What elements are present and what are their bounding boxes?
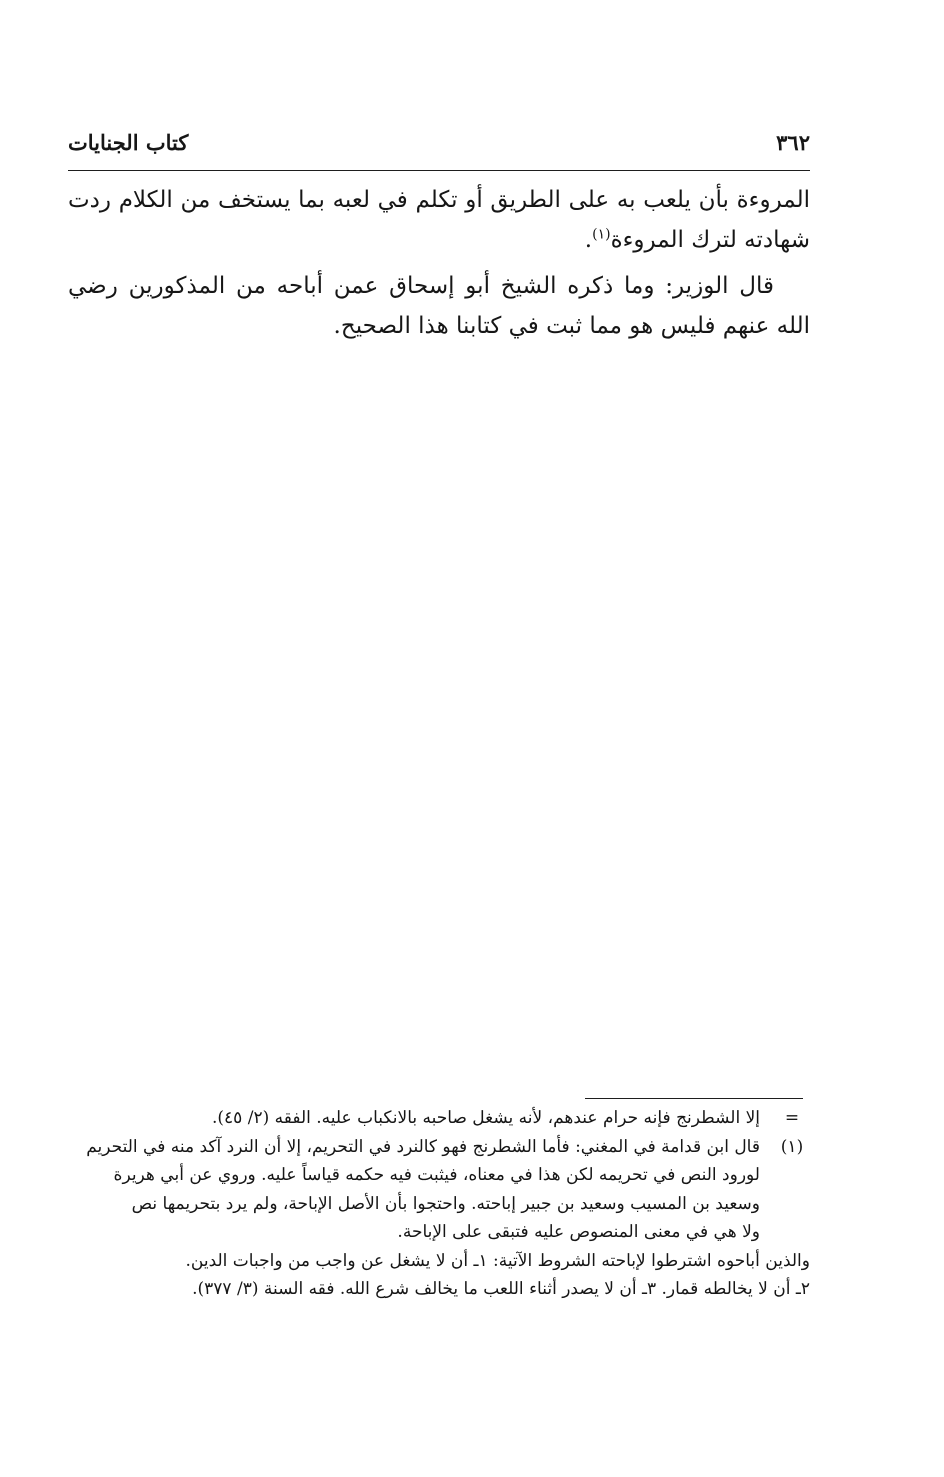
footnote-continuation xyxy=(68,1104,810,1133)
main-text xyxy=(68,180,810,346)
footnotes xyxy=(68,1104,810,1304)
footnote-marker: (١) xyxy=(780,1136,804,1157)
page-number: ٣٦٢ xyxy=(776,130,810,155)
paragraph-text: قال الوزير: وما ذكره الشيخ أبو إسحاق عمن أباحه من المذكورين رضي الله عنهم فليس هو مما ثبت في كتابنا هذا الصحيح. xyxy=(68,273,810,339)
footnote-line: إلا الشطرنج فإنه حرام عندهم، لأنه يشغل صاحبه بالانكباب عليه. الفقه (٢/ ٤٥). xyxy=(212,1108,760,1128)
paragraph xyxy=(68,180,810,260)
footnote-line: ٢ـ أن لا يخالطه قمار. ٣ـ أن لا يصدر أثناء اللعب ما يخالف شرع الله. فقه السنة (٣/ ٣٧٧). xyxy=(192,1279,810,1299)
footnote-line: لورود النص في تحريمه لكن هذا في معناه، فيثبت فيه حكمه قياساً عليه. وروي عن أبي هريرة xyxy=(113,1165,760,1185)
footnote-body xyxy=(68,1133,810,1304)
chapter-title: كتاب الجنايات xyxy=(68,130,189,155)
footnote-line: ولا هي في معنى المنصوص عليه فتبقى على الإباحة. xyxy=(397,1222,760,1242)
footnote-reference: (١) xyxy=(592,226,611,243)
header-rule xyxy=(68,170,810,171)
paragraph xyxy=(68,266,810,346)
footnote-marker: = xyxy=(784,1108,800,1128)
footnote-line: قال ابن قدامة في المغني: فأما الشطرنج فهو كالنرد في التحريم، إلا أن النرد آكد منه في التحريم xyxy=(86,1136,760,1157)
footnote-1 xyxy=(68,1133,810,1304)
paragraph-punctuation: . xyxy=(584,227,593,253)
running-header xyxy=(68,128,810,168)
footnote-line: والذين أباحوه اشترطوا لإباحته الشروط الآتية: ١ـ أن لا يشغل عن واجب من واجبات الدين. xyxy=(185,1250,810,1271)
paragraph-text: المروءة بأن يلعب به على الطريق أو تكلم في لعبه بما يستخف من الكلام ردت شهادته لترك المروءة xyxy=(68,187,810,253)
footnote-line: وسعيد بن المسيب وسعيد بن جبير إباحته. واحتجوا بأن الأصل الإباحة، ولم يرد بتحريمها نص xyxy=(131,1193,760,1214)
footnote-rule xyxy=(585,1098,803,1099)
